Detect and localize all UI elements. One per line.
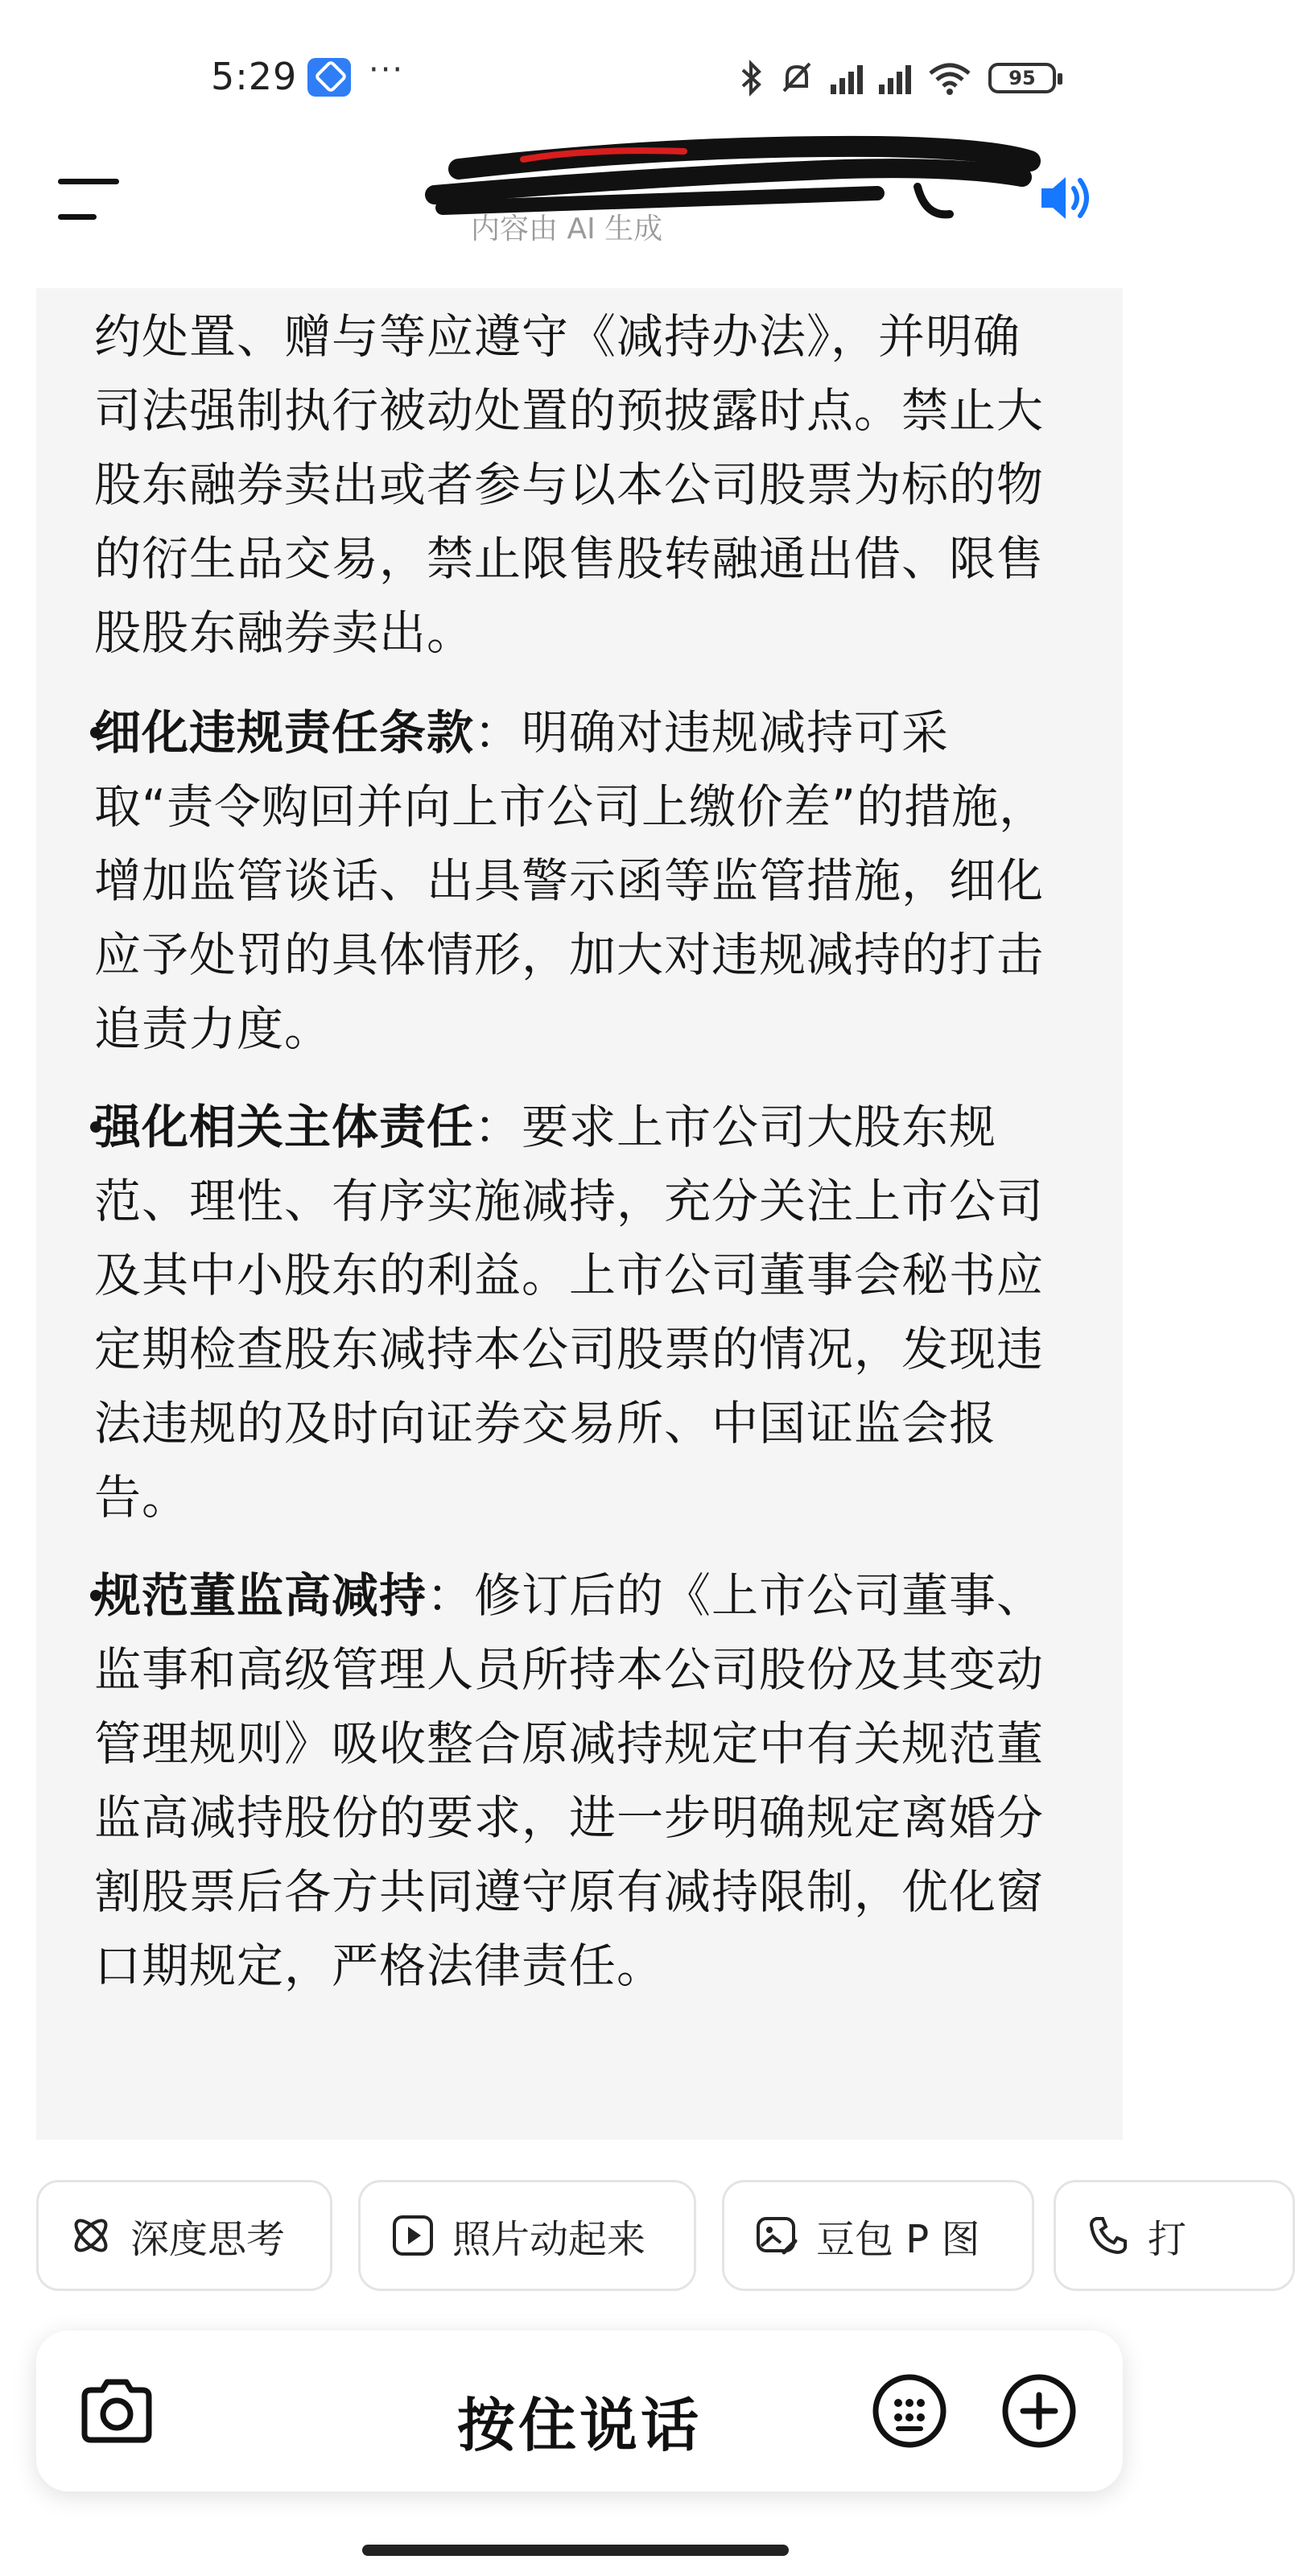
bell-muted-icon [779, 60, 815, 96]
list-item [94, 1558, 1052, 2003]
chip-animate-photo[interactable] [358, 2180, 696, 2291]
emoji-icon[interactable] [869, 2371, 950, 2451]
speaker-icon[interactable] [1033, 166, 1098, 230]
ai-generated-note: 内容由 AI 生成 [471, 213, 663, 246]
plus-icon[interactable] [999, 2371, 1079, 2451]
chip-label: 豆包 P 图 [816, 2216, 980, 2262]
status-bar [0, 48, 1159, 113]
list-item-body: ：要求上市公司大股东规范、理性、有序实施减持，充分关注上市公司及其中小股东的利益。上市公司董事会秘书应定期检查股东减持本公司股票的情况，发现违法违规的及时向证券交易所、中国证监会报告。 [94, 1100, 1045, 1525]
home-indicator[interactable] [362, 2545, 789, 2556]
chip-deep-thinking[interactable] [36, 2180, 332, 2291]
chip-phone-call[interactable] [1054, 2180, 1295, 2291]
hamburger-menu-icon[interactable] [58, 179, 119, 224]
status-time: 5:29 [211, 55, 298, 98]
bluetooth-icon [739, 60, 763, 96]
list-item-body: ：明确对违规减持可采取“责令购回并向上市公司上缴价差”的措施，增加监管谈话、出具警示函等监管措施，细化应予处罚的具体情形，加大对违规减持的打击追责力度。 [94, 705, 1047, 1056]
battery-indicator: 95 [988, 63, 1056, 93]
chip-doubao-p-image[interactable] [722, 2180, 1034, 2291]
app-notification-icon [307, 58, 351, 97]
signal-icon [831, 62, 863, 94]
signal-icon [879, 62, 911, 94]
list-item-title: 强化相关主体责任 [94, 1100, 475, 1154]
list-item [94, 696, 1052, 1066]
list-item-title: 规范董监高减持 [94, 1568, 427, 1623]
atom-icon [69, 2214, 113, 2257]
play-icon [391, 2214, 435, 2257]
voice-input-bar [36, 2330, 1123, 2491]
quick-actions-row[interactable] [36, 2180, 1187, 2293]
chat-header [0, 137, 1159, 258]
wifi-icon [927, 60, 972, 96]
list-item-body: ：修订后的《上市公司董事、监事和高级管理人员所持本公司股份及其变动管理规则》吸收整合原减持规定中有关规范董监高减持股份的要求，进一步明确规定离婚分割股票后各方共同遵守原有减持限制，优化窗口期规定，严格法律责任。 [94, 1568, 1045, 1993]
chip-label: 打 [1148, 2216, 1187, 2262]
chip-label: 深度思考 [130, 2216, 286, 2262]
image-edit-icon [755, 2214, 798, 2257]
list-item-title: 细化违规责任条款 [94, 705, 475, 760]
more-notifications-icon: ··· [369, 52, 405, 89]
phone-icon [1087, 2214, 1130, 2257]
answer-paragraph: 约处置、赠与等应遵守《减持办法》，并明确司法强制执行被动处置的预披露时点。禁止大股东融券卖出或者参与以本公司股票为标的物的衍生品交易，禁止限售股转融通出借、限售股股东融券卖出。 [94, 309, 1045, 660]
system-icons [739, 58, 1056, 98]
list-item [94, 1090, 1052, 1534]
hold-to-talk-button[interactable]: 按住说话 [456, 2392, 702, 2459]
chip-label: 照片动起来 [452, 2216, 646, 2262]
